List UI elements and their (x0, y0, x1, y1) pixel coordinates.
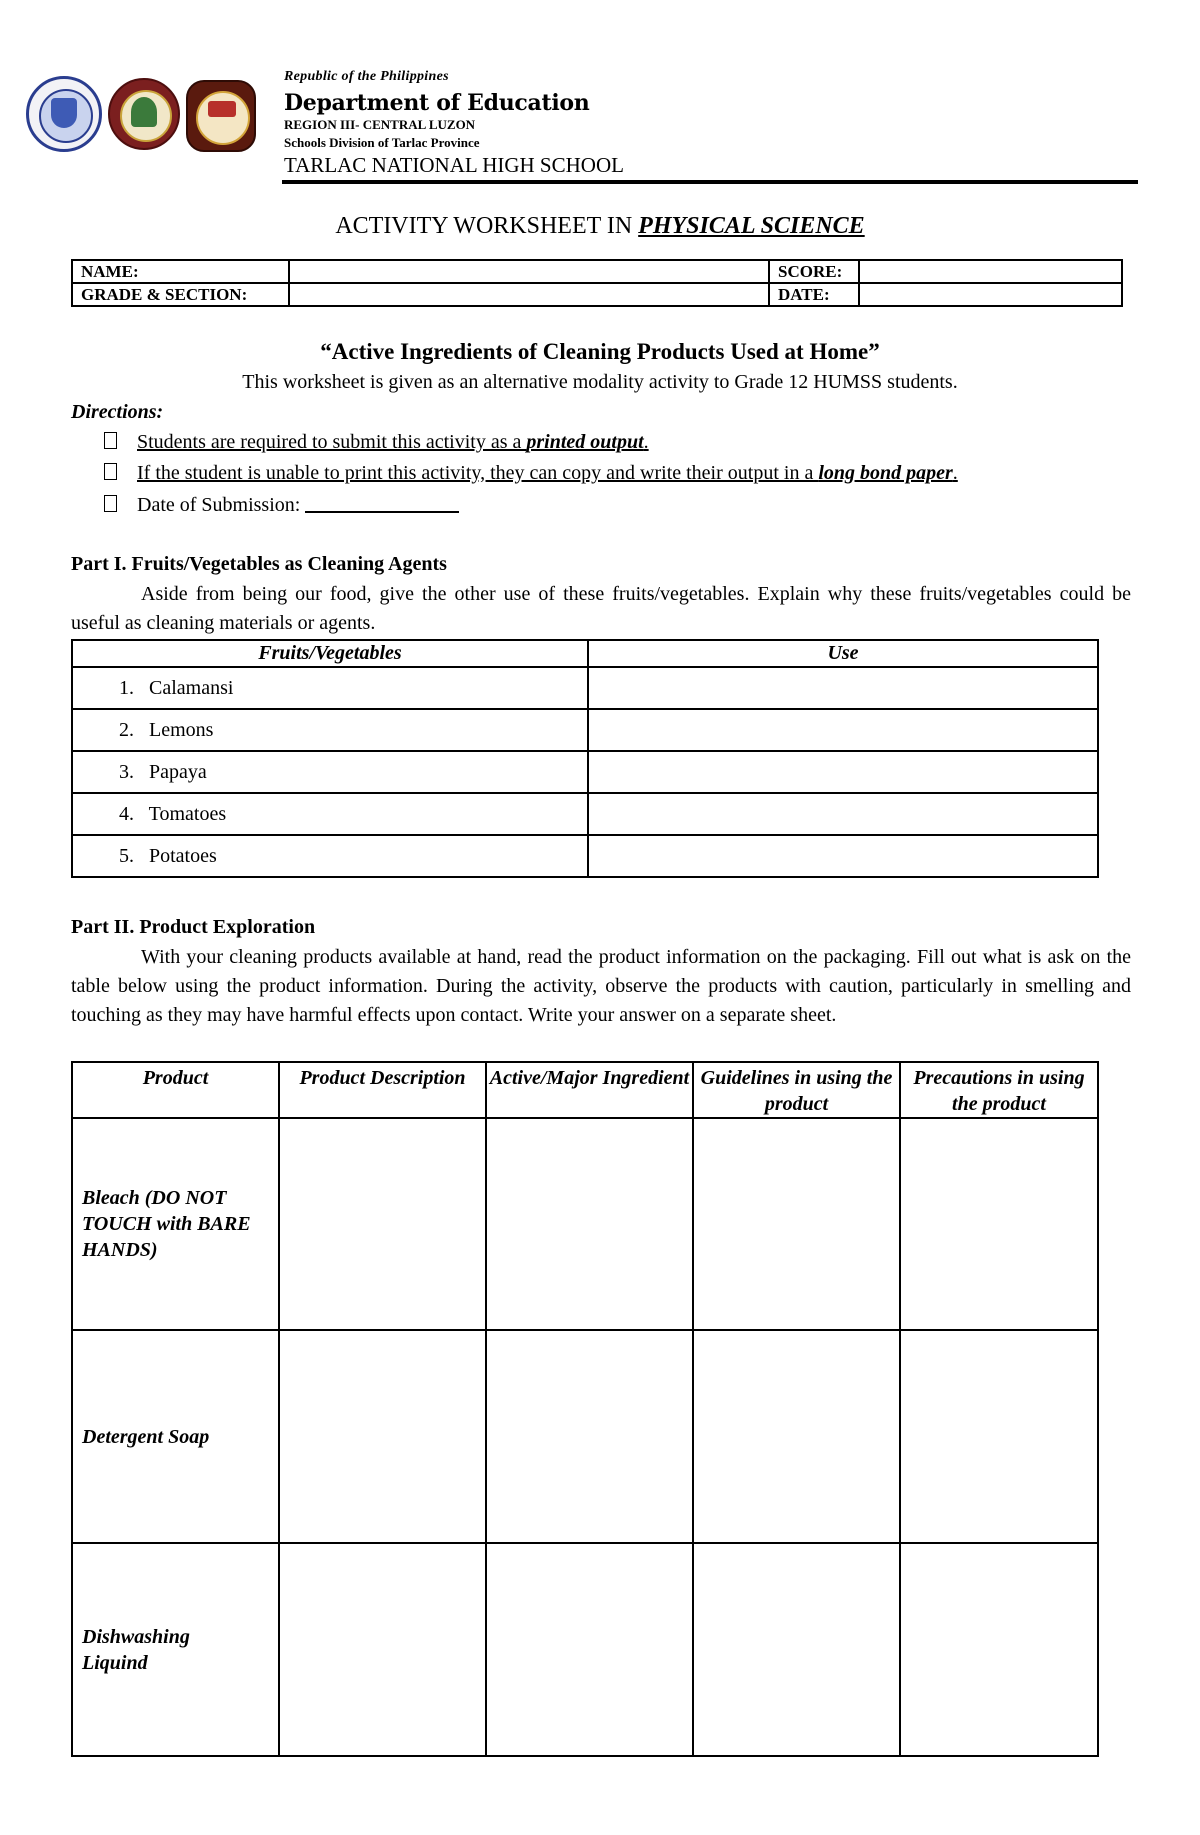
date-field[interactable] (859, 283, 1122, 306)
fruit-item: 4. Tomatoes (72, 793, 588, 835)
table-row (72, 1330, 1098, 1543)
product-name: Dishwashing Liquind (72, 1543, 279, 1756)
product-name: Bleach (DO NOT TOUCH with BARE HANDS) (72, 1118, 279, 1330)
part1-heading: Part I. Fruits/Vegetables as Cleaning Agents (71, 553, 447, 575)
guidelines-column-header: Guidelines in using the product (693, 1062, 900, 1118)
name-field[interactable] (289, 260, 769, 283)
direction-item-1: Students are required to submit this activity as a printed output. (104, 431, 649, 454)
answer-cell[interactable] (279, 1543, 486, 1756)
answer-cell[interactable] (693, 1330, 900, 1543)
answer-cell[interactable] (693, 1118, 900, 1330)
table-row (72, 751, 1098, 793)
header-region: REGION III- CENTRAL LUZON (284, 117, 476, 132)
product-column-header: Product (72, 1062, 279, 1118)
table-row (72, 1118, 1098, 1330)
ingredient-column-header: Active/Major Ingredient (486, 1062, 693, 1118)
school-seal-logo (186, 80, 256, 152)
checkbox-icon (104, 432, 117, 449)
date-label: DATE: (769, 283, 859, 306)
header-republic: Republic of the Philippines (284, 69, 449, 84)
direction-item-2: If the student is unable to print this activity, they can copy and write their output in a long bond paper. (104, 462, 958, 485)
product-exploration-table (71, 1061, 1099, 1757)
student-info-table (71, 259, 1123, 307)
grade-section-label: GRADE & SECTION: (72, 283, 289, 306)
table-row (72, 709, 1098, 751)
use-cell[interactable] (588, 709, 1098, 751)
use-cell[interactable] (588, 751, 1098, 793)
answer-cell[interactable] (693, 1543, 900, 1756)
direction-item-3: Date of Submission: (104, 493, 459, 517)
use-cell[interactable] (588, 835, 1098, 877)
header-department: Department of Education (284, 90, 590, 116)
directions-label: Directions: (71, 401, 164, 423)
table-row (72, 793, 1098, 835)
fruit-item: 2. Lemons (72, 709, 588, 751)
use-cell[interactable] (588, 793, 1098, 835)
score-field[interactable] (859, 260, 1122, 283)
part2-paragraph: With your cleaning products available at hand, read the product information on the packaging. Fill out what is ask on the table below using the product information. During the activity, observe the products with caution, particularly in smelling and touching as they may have harmful effects upon contact. Write your answer on a separate sheet. (71, 946, 1131, 1026)
activity-intro: This worksheet is given as an alternative modality activity to Grade 12 HUMSS students. (242, 371, 958, 393)
table-row (72, 1543, 1098, 1756)
use-column-header: Use (588, 640, 1098, 667)
region-seal-logo (108, 78, 180, 150)
fruits-column-header: Fruits/Vegetables (72, 640, 588, 667)
table-row (72, 835, 1098, 877)
answer-cell[interactable] (486, 1330, 693, 1543)
use-cell[interactable] (588, 667, 1098, 709)
part1-paragraph: Aside from being our food, give the other use of these fruits/vegetables. Explain why these fruits/vegetables could be useful as cleaning materials or agents. (71, 583, 1131, 634)
checkbox-icon (104, 495, 117, 512)
precautions-column-header: Precautions in using the product (900, 1062, 1098, 1118)
score-label: SCORE: (769, 260, 859, 283)
answer-cell[interactable] (900, 1118, 1098, 1330)
answer-cell[interactable] (486, 1543, 693, 1756)
name-label: NAME: (72, 260, 289, 283)
fruits-vegetables-table (71, 639, 1099, 878)
answer-cell[interactable] (900, 1330, 1098, 1543)
answer-cell[interactable] (486, 1118, 693, 1330)
grade-section-field[interactable] (289, 283, 769, 306)
fruit-item: 3. Papaya (72, 751, 588, 793)
answer-cell[interactable] (900, 1543, 1098, 1756)
header-school: TARLAC NATIONAL HIGH SCHOOL (284, 153, 624, 177)
header-rule (282, 180, 1138, 184)
activity-title: “Active Ingredients of Cleaning Products Used at Home” (320, 339, 880, 364)
answer-cell[interactable] (279, 1118, 486, 1330)
deped-seal-logo (26, 76, 102, 152)
part2-heading: Part II. Product Exploration (71, 916, 316, 938)
answer-cell[interactable] (279, 1330, 486, 1543)
description-column-header: Product Description (279, 1062, 486, 1118)
product-name: Detergent Soap (72, 1330, 279, 1543)
checkbox-icon (104, 463, 117, 480)
worksheet-title: ACTIVITY WORKSHEET IN PHYSICAL SCIENCE (335, 213, 865, 239)
submission-date-blank[interactable] (305, 493, 459, 513)
table-row (72, 667, 1098, 709)
header-division: Schools Division of Tarlac Province (284, 135, 480, 150)
fruit-item: 5. Potatoes (72, 835, 588, 877)
fruit-item: 1. Calamansi (72, 667, 588, 709)
